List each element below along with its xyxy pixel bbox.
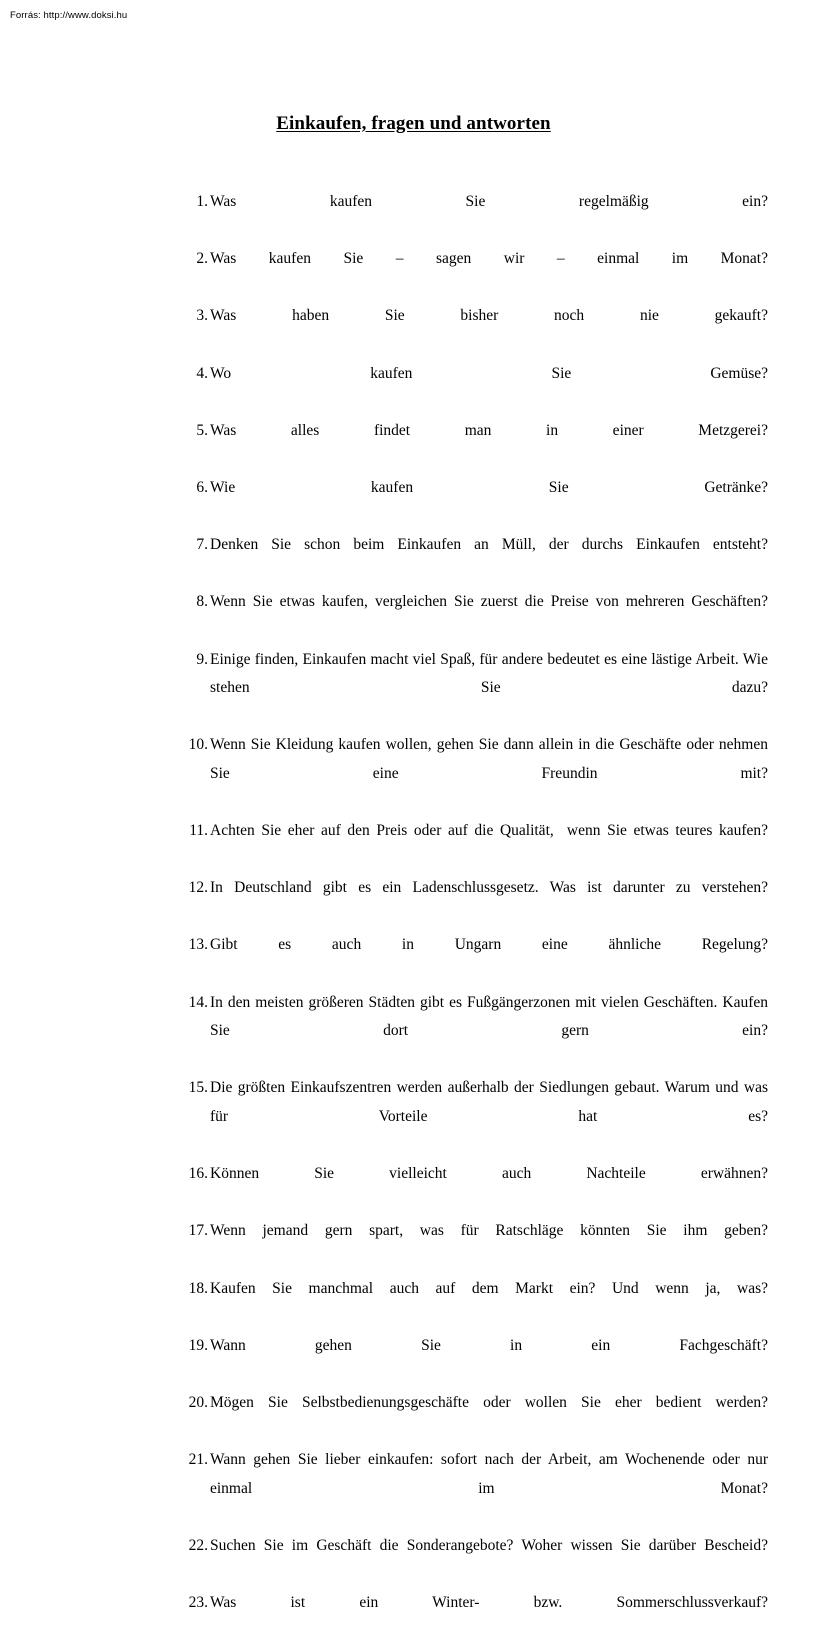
page-title <box>99 111 728 137</box>
question-text: Mögen Sie Selbstbedienungsgeschäfte oder wollen Sie eher bedient werden? <box>210 1393 768 1411</box>
question-text: Was kaufen Sie regelmäßig ein? <box>210 193 768 210</box>
question-text: Was kaufen Sie – sagen wir – einmal im Monat? <box>210 250 768 268</box>
question-number: 18. <box>188 1279 208 1297</box>
question-item <box>182 588 768 645</box>
question-number: 8. <box>196 593 208 611</box>
question-text: Denken Sie schon beim Einkaufen an Müll, der durchs Einkaufen entsteht? <box>210 536 768 554</box>
question-text: Wo kaufen Sie Gemüse? <box>210 364 768 382</box>
question-number: 13. <box>188 936 208 954</box>
question-number: 15. <box>188 1079 208 1097</box>
question-text: Wenn Sie etwas kaufen, vergleichen Sie zuerst die Preise von mehreren Geschäften? <box>210 593 768 611</box>
question-number: 12. <box>188 879 208 897</box>
question-item <box>182 245 768 302</box>
question-text: Wenn jemand gern spart, was für Ratschläge könnten Sie ihm geben? <box>210 1222 768 1240</box>
question-text: Wie kaufen Sie Getränke? <box>210 478 768 496</box>
question-number: 2. <box>196 250 208 268</box>
question-number: 23. <box>188 1594 208 1612</box>
question-item <box>182 1074 772 1160</box>
question-text: Achten Sie eher auf den Preis oder auf die Qualität, wenn Sie etwas teures kaufen? <box>210 822 768 840</box>
question-number: 22. <box>188 1536 208 1554</box>
question-number: 20. <box>188 1393 208 1411</box>
source-header: Forrás: http://www.doksi.hu <box>10 10 128 21</box>
question-number: 11. <box>189 822 208 840</box>
question-item <box>182 1389 768 1446</box>
question-item <box>182 874 768 931</box>
question-text: Gibt es auch in Ungarn eine ähnliche Regelung? <box>210 936 768 954</box>
question-text: In den meisten größeren Städten gibt es Fußgängerzonen mit vielen Geschäften. Kaufen Sie dort gern ein? <box>210 993 772 1040</box>
question-text: Suchen Sie im Geschäft die Sonderangebote? Woher wissen Sie darüber Bescheid? <box>210 1536 768 1554</box>
page-title-text: Einkaufen, fragen und antworten <box>276 112 551 134</box>
question-item <box>182 360 768 417</box>
question-item <box>182 302 768 359</box>
question-number: 1. <box>196 193 208 210</box>
question-text: Was alles findet man in einer Metzgerei? <box>210 421 768 439</box>
question-item <box>182 1589 768 1646</box>
question-item <box>182 1160 768 1217</box>
question-item <box>182 931 768 988</box>
question-item <box>182 731 772 817</box>
question-number: 10. <box>188 736 208 754</box>
question-item <box>182 474 768 531</box>
question-item <box>182 646 772 732</box>
question-number: 9. <box>196 650 208 668</box>
question-item <box>182 989 772 1075</box>
question-item <box>182 1532 768 1589</box>
question-text: Was ist ein Winter- bzw. Sommerschlussverkauf? <box>210 1594 768 1612</box>
question-text: Wann gehen Sie in ein Fachgeschäft? <box>210 1336 768 1354</box>
question-number: 17. <box>188 1222 208 1240</box>
question-text: Wann gehen Sie lieber einkaufen: sofort nach der Arbeit, am Wochenende oder nur einmal im Monat? <box>210 1451 772 1497</box>
question-item <box>182 1446 772 1532</box>
question-number: 21. <box>188 1451 208 1469</box>
question-number: 4. <box>196 364 208 382</box>
question-text: In Deutschland gibt es ein Ladenschlussgesetz. Was ist darunter zu verstehen? <box>210 879 768 897</box>
question-number: 5. <box>196 421 208 439</box>
question-item <box>182 1332 768 1389</box>
question-number: 7. <box>196 536 208 554</box>
question-item <box>182 1217 768 1274</box>
question-number: 6. <box>196 478 208 496</box>
question-text: Die größten Einkaufszentren werden außerhalb der Siedlungen gebaut. Warum und was für Vorteile hat es? <box>210 1079 772 1125</box>
question-number: 19. <box>188 1336 208 1354</box>
question-text: Einige finden, Einkaufen macht viel Spaß, für andere bedeutet es eine lästige Arbeit. Wie stehen Sie dazu? <box>210 650 772 697</box>
question-item <box>182 1275 768 1332</box>
question-text: Können Sie vielleicht auch Nachteile erwähnen? <box>210 1165 768 1183</box>
question-text: Wenn Sie Kleidung kaufen wollen, gehen Sie dann allein in die Geschäfte oder nehmen Sie eine Freundin mit? <box>210 736 772 782</box>
question-item <box>182 188 768 245</box>
question-text: Was haben Sie bisher noch nie gekauft? <box>210 307 768 325</box>
question-number: 16. <box>188 1165 208 1183</box>
question-item <box>182 531 768 588</box>
question-list <box>142 188 772 1646</box>
question-item <box>182 417 768 474</box>
question-text: Kaufen Sie manchmal auch auf dem Markt ein? Und wenn ja, was? <box>210 1279 768 1297</box>
question-number: 14. <box>188 993 208 1011</box>
question-number: 3. <box>196 307 208 325</box>
question-item <box>182 817 768 874</box>
